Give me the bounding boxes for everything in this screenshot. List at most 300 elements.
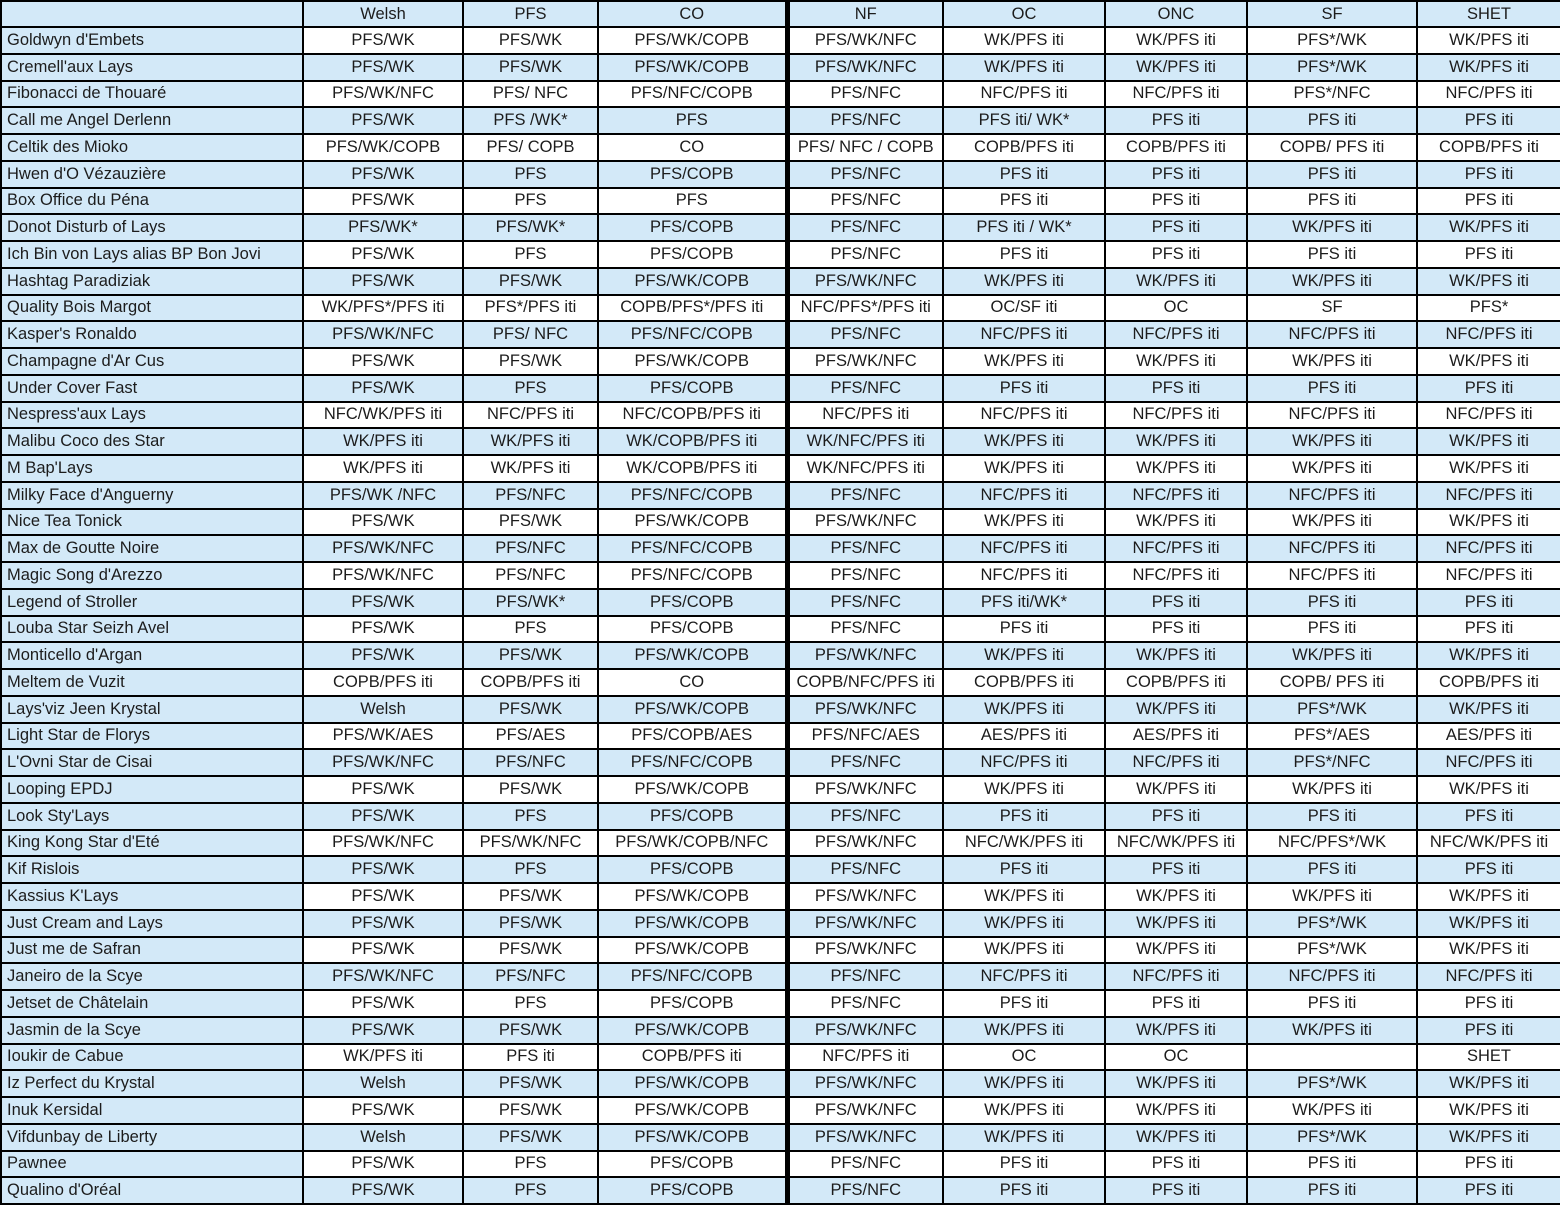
row-name-cell: Malibu Coco des Star bbox=[1, 428, 303, 455]
data-cell: PFS/COPB bbox=[598, 1177, 787, 1204]
table-row bbox=[1, 669, 1560, 696]
data-cell: PFS/NFC bbox=[787, 161, 943, 188]
data-cell: PFS iti bbox=[1105, 375, 1247, 402]
row-name-cell: Look Sty'Lays bbox=[1, 803, 303, 830]
data-cell: PFS/COPB/AES bbox=[598, 723, 787, 750]
data-cell: PFS/WK bbox=[303, 241, 463, 268]
data-cell: WK/PFS iti bbox=[1417, 214, 1560, 241]
data-cell: WK/PFS iti bbox=[943, 642, 1105, 669]
data-cell: PFS/WK/NFC bbox=[787, 348, 943, 375]
data-cell: PFS/NFC bbox=[787, 482, 943, 509]
table-row bbox=[1, 1124, 1560, 1151]
data-cell: PFS*/PFS iti bbox=[463, 295, 598, 322]
data-cell: PFS iti bbox=[1105, 856, 1247, 883]
data-cell: PFS/WK/COPB bbox=[598, 696, 787, 723]
table-row bbox=[1, 214, 1560, 241]
data-cell: PFS/NFC bbox=[787, 81, 943, 108]
data-cell: PFS/COPB bbox=[598, 803, 787, 830]
data-cell: COPB/PFS iti bbox=[1417, 669, 1560, 696]
data-cell: NFC/PFS iti bbox=[943, 482, 1105, 509]
column-header-oc: OC bbox=[943, 1, 1105, 27]
data-cell: WK/PFS iti bbox=[943, 428, 1105, 455]
data-cell: PFS/WK bbox=[303, 375, 463, 402]
data-cell bbox=[1247, 1044, 1417, 1071]
row-name-cell: Hwen d'O Vézauzière bbox=[1, 161, 303, 188]
table-row bbox=[1, 803, 1560, 830]
data-cell: PFS iti bbox=[1247, 990, 1417, 1017]
data-cell: PFS bbox=[463, 803, 598, 830]
data-cell: PFS/WK/NFC bbox=[303, 830, 463, 857]
data-cell: PFS/NFC/AES bbox=[787, 723, 943, 750]
data-cell: PFS iti bbox=[1417, 1151, 1560, 1178]
table-row bbox=[1, 1177, 1560, 1204]
data-cell: PFS/WK bbox=[463, 509, 598, 536]
data-cell: PFS/WK/NFC bbox=[463, 830, 598, 857]
data-cell: PFS*/WK bbox=[1247, 54, 1417, 81]
data-cell: PFS/NFC bbox=[787, 856, 943, 883]
data-cell: OC/SF iti bbox=[943, 295, 1105, 322]
data-cell: AES/PFS iti bbox=[943, 723, 1105, 750]
data-cell: WK/PFS iti bbox=[1105, 54, 1247, 81]
data-cell: WK/PFS iti bbox=[1105, 455, 1247, 482]
data-cell: WK/PFS iti bbox=[1417, 428, 1560, 455]
data-cell: NFC/PFS iti bbox=[1105, 81, 1247, 108]
data-cell: PFS iti bbox=[1105, 214, 1247, 241]
data-cell: NFC/PFS iti bbox=[1247, 963, 1417, 990]
data-cell: WK/PFS*/PFS iti bbox=[303, 295, 463, 322]
data-cell: Welsh bbox=[303, 1124, 463, 1151]
table-row bbox=[1, 321, 1560, 348]
data-cell: PFS/WK/NFC bbox=[787, 1070, 943, 1097]
data-cell: PFS/WK/NFC bbox=[303, 81, 463, 108]
data-cell: PFS/WK/NFC bbox=[303, 535, 463, 562]
data-cell: WK/PFS iti bbox=[1105, 696, 1247, 723]
data-cell: PFS/WK bbox=[463, 348, 598, 375]
column-header-pfs: PFS bbox=[463, 1, 598, 27]
table-row bbox=[1, 589, 1560, 616]
data-cell: PFS bbox=[463, 1177, 598, 1204]
data-cell: WK/PFS iti bbox=[943, 937, 1105, 964]
data-cell: WK/PFS iti bbox=[1105, 428, 1247, 455]
data-cell: WK/PFS iti bbox=[1247, 642, 1417, 669]
data-cell: PFS/NFC bbox=[787, 589, 943, 616]
row-name-cell: Celtik des Mioko bbox=[1, 134, 303, 161]
data-cell: PFS/COPB bbox=[598, 241, 787, 268]
data-cell: PFS/WK bbox=[303, 910, 463, 937]
table-row bbox=[1, 616, 1560, 643]
data-cell: PFS iti bbox=[1105, 241, 1247, 268]
data-cell: PFS/WK/NFC bbox=[787, 268, 943, 295]
data-cell: Welsh bbox=[303, 1070, 463, 1097]
data-cell: PFS iti bbox=[1105, 616, 1247, 643]
data-cell: PFS/WK bbox=[303, 1151, 463, 1178]
table-row bbox=[1, 375, 1560, 402]
data-cell: PFS iti bbox=[1417, 107, 1560, 134]
data-cell: PFS/WK/COPB bbox=[598, 27, 787, 54]
table-row bbox=[1, 428, 1560, 455]
data-cell: PFS/WK bbox=[303, 589, 463, 616]
data-cell: AES/PFS iti bbox=[1417, 723, 1560, 750]
data-cell: PFS/NFC bbox=[787, 375, 943, 402]
data-cell: COPB/PFS iti bbox=[463, 669, 598, 696]
data-cell: PFS/WK bbox=[303, 54, 463, 81]
data-cell: NFC/PFS*/WK bbox=[1247, 830, 1417, 857]
data-cell: PFS/COPB bbox=[598, 990, 787, 1017]
data-cell: NFC/WK/PFS iti bbox=[303, 402, 463, 429]
row-name-cell: Kassius K'Lays bbox=[1, 883, 303, 910]
data-cell: PFS/WK bbox=[303, 803, 463, 830]
data-cell: PFS/COPB bbox=[598, 375, 787, 402]
data-cell: PFS iti bbox=[1105, 1177, 1247, 1204]
data-cell: PFS/WK/NFC bbox=[787, 696, 943, 723]
row-name-cell: Janeiro de la Scye bbox=[1, 963, 303, 990]
row-name-cell: Lays'viz Jeen Krystal bbox=[1, 696, 303, 723]
data-cell: PFS/WK/NFC bbox=[787, 1097, 943, 1124]
data-cell: PFS/WK* bbox=[463, 214, 598, 241]
data-cell: PFS bbox=[463, 616, 598, 643]
data-cell: WK/PFS iti bbox=[1417, 1097, 1560, 1124]
data-cell: NFC/WK/PFS iti bbox=[943, 830, 1105, 857]
table-row bbox=[1, 562, 1560, 589]
data-cell: WK/COPB/PFS iti bbox=[598, 455, 787, 482]
data-cell: PFS/AES bbox=[463, 723, 598, 750]
data-cell: PFS /WK* bbox=[463, 107, 598, 134]
table-row bbox=[1, 776, 1560, 803]
data-cell: PFS iti bbox=[1105, 803, 1247, 830]
row-name-cell: Ich Bin von Lays alias BP Bon Jovi bbox=[1, 241, 303, 268]
table-row bbox=[1, 482, 1560, 509]
table-row bbox=[1, 723, 1560, 750]
data-cell: PFS/WK bbox=[303, 188, 463, 215]
data-cell: PFS/WK bbox=[463, 54, 598, 81]
data-cell: PFS*/NFC bbox=[1247, 749, 1417, 776]
table-row bbox=[1, 642, 1560, 669]
data-cell: PFS iti bbox=[1247, 188, 1417, 215]
data-cell: WK/PFS iti bbox=[943, 696, 1105, 723]
row-name-cell: Jasmin de la Scye bbox=[1, 1017, 303, 1044]
row-name-cell: Quality Bois Margot bbox=[1, 295, 303, 322]
data-cell: PFS iti bbox=[1105, 188, 1247, 215]
data-cell: NFC/PFS iti bbox=[1105, 321, 1247, 348]
data-cell: PFS/WK* bbox=[303, 214, 463, 241]
table-row bbox=[1, 856, 1560, 883]
row-name-cell: Nice Tea Tonick bbox=[1, 509, 303, 536]
data-cell: COPB/PFS iti bbox=[303, 669, 463, 696]
data-cell: PFS iti bbox=[1417, 375, 1560, 402]
data-cell: PFS iti bbox=[1417, 161, 1560, 188]
data-cell: NFC/PFS iti bbox=[1105, 562, 1247, 589]
data-cell: COPB/PFS*/PFS iti bbox=[598, 295, 787, 322]
data-cell: PFS iti/ WK* bbox=[943, 107, 1105, 134]
table-row bbox=[1, 910, 1560, 937]
data-cell: WK/PFS iti bbox=[303, 455, 463, 482]
data-cell: PFS iti bbox=[943, 241, 1105, 268]
data-cell: SHET bbox=[1417, 1044, 1560, 1071]
data-cell: PFS iti bbox=[463, 1044, 598, 1071]
row-name-cell: Looping EPDJ bbox=[1, 776, 303, 803]
data-cell: COPB/PFS iti bbox=[1417, 134, 1560, 161]
row-name-cell: Kasper's Ronaldo bbox=[1, 321, 303, 348]
data-cell: WK/PFS iti bbox=[943, 883, 1105, 910]
row-name-cell: Ioukir de Cabue bbox=[1, 1044, 303, 1071]
data-cell: PFS/NFC bbox=[463, 963, 598, 990]
data-cell: WK/PFS iti bbox=[1247, 883, 1417, 910]
data-cell: PFS iti bbox=[1417, 589, 1560, 616]
row-name-cell: Milky Face d'Anguerny bbox=[1, 482, 303, 509]
table-row bbox=[1, 749, 1560, 776]
data-cell: NFC/PFS iti bbox=[463, 402, 598, 429]
table-row bbox=[1, 535, 1560, 562]
data-cell: NFC/PFS iti bbox=[1417, 482, 1560, 509]
data-cell: PFS/WK bbox=[303, 990, 463, 1017]
table-row bbox=[1, 455, 1560, 482]
data-cell: NFC/WK/PFS iti bbox=[1417, 830, 1560, 857]
data-cell: WK/PFS iti bbox=[943, 455, 1105, 482]
data-cell: WK/PFS iti bbox=[463, 428, 598, 455]
data-cell: PFS iti/WK* bbox=[943, 589, 1105, 616]
data-cell: WK/PFS iti bbox=[1105, 1017, 1247, 1044]
data-cell: PFS/WK/COPB bbox=[598, 1097, 787, 1124]
data-cell: WK/PFS iti bbox=[943, 776, 1105, 803]
data-cell: CO bbox=[598, 134, 787, 161]
data-cell: PFS bbox=[463, 161, 598, 188]
data-cell: WK/PFS iti bbox=[943, 1097, 1105, 1124]
data-cell: PFS/WK/COPB bbox=[598, 54, 787, 81]
data-cell: PFS iti bbox=[943, 990, 1105, 1017]
data-cell: PFS/NFC/COPB bbox=[598, 321, 787, 348]
row-name-cell: Fibonacci de Thouaré bbox=[1, 81, 303, 108]
data-cell: WK/PFS iti bbox=[943, 27, 1105, 54]
data-cell: PFS/WK/NFC bbox=[787, 1017, 943, 1044]
data-cell: WK/PFS iti bbox=[463, 455, 598, 482]
data-cell: COPB/NFC/PFS iti bbox=[787, 669, 943, 696]
data-cell: PFS/WK/COPB bbox=[598, 1070, 787, 1097]
data-cell: PFS/NFC bbox=[787, 749, 943, 776]
row-name-cell: M Bap'Lays bbox=[1, 455, 303, 482]
row-name-cell: Cremell'aux Lays bbox=[1, 54, 303, 81]
data-cell: PFS/NFC bbox=[787, 241, 943, 268]
data-cell: PFS/WK/COPB bbox=[303, 134, 463, 161]
row-name-cell: Monticello d'Argan bbox=[1, 642, 303, 669]
row-name-cell: Max de Goutte Noire bbox=[1, 535, 303, 562]
data-cell: COPB/PFS iti bbox=[943, 669, 1105, 696]
row-name-cell: Pawnee bbox=[1, 1151, 303, 1178]
table-row bbox=[1, 1070, 1560, 1097]
data-cell: COPB/ PFS iti bbox=[1247, 669, 1417, 696]
data-cell: PFS*/WK bbox=[1247, 910, 1417, 937]
data-cell: PFS iti bbox=[1247, 375, 1417, 402]
data-cell: WK/PFS iti bbox=[1417, 696, 1560, 723]
data-cell: WK/PFS iti bbox=[1417, 54, 1560, 81]
data-cell: PFS/WK bbox=[463, 1017, 598, 1044]
data-cell: PFS iti bbox=[1247, 1177, 1417, 1204]
data-cell: PFS iti bbox=[1247, 589, 1417, 616]
data-cell: NFC/PFS iti bbox=[787, 402, 943, 429]
data-cell: NFC/PFS iti bbox=[1247, 321, 1417, 348]
data-cell: PFS iti bbox=[943, 375, 1105, 402]
data-cell: PFS/NFC bbox=[787, 803, 943, 830]
data-cell: PFS bbox=[463, 241, 598, 268]
data-cell: PFS/NFC bbox=[787, 990, 943, 1017]
data-cell: SF bbox=[1247, 295, 1417, 322]
data-cell: NFC/PFS iti bbox=[1105, 482, 1247, 509]
table-row bbox=[1, 295, 1560, 322]
data-cell: WK/PFS iti bbox=[1105, 348, 1247, 375]
data-cell: PFS bbox=[463, 188, 598, 215]
data-cell: WK/PFS iti bbox=[1417, 509, 1560, 536]
data-cell: PFS iti bbox=[1417, 856, 1560, 883]
data-cell: PFS/WK /NFC bbox=[303, 482, 463, 509]
data-cell: PFS iti / WK* bbox=[943, 214, 1105, 241]
data-cell: PFS/NFC bbox=[787, 562, 943, 589]
data-cell: PFS iti bbox=[1247, 241, 1417, 268]
data-cell: PFS iti bbox=[943, 161, 1105, 188]
data-cell: PFS/WK/COPB bbox=[598, 509, 787, 536]
data-cell: PFS/WK bbox=[463, 1070, 598, 1097]
data-cell: PFS*/WK bbox=[1247, 27, 1417, 54]
data-cell: PFS iti bbox=[1417, 616, 1560, 643]
data-cell: PFS/WK bbox=[463, 642, 598, 669]
data-cell: WK/PFS iti bbox=[1417, 348, 1560, 375]
data-cell: PFS/WK bbox=[303, 509, 463, 536]
data-cell: WK/PFS iti bbox=[303, 428, 463, 455]
data-cell: WK/PFS iti bbox=[1247, 1097, 1417, 1124]
data-cell: PFS/WK/COPB bbox=[598, 883, 787, 910]
table-row bbox=[1, 1151, 1560, 1178]
data-cell: PFS/WK/NFC bbox=[787, 910, 943, 937]
data-cell: PFS/NFC bbox=[787, 1151, 943, 1178]
data-cell: NFC/PFS iti bbox=[943, 963, 1105, 990]
data-cell: PFS/NFC bbox=[787, 321, 943, 348]
data-cell: PFS iti bbox=[943, 616, 1105, 643]
row-name-cell: Vifdunbay de Liberty bbox=[1, 1124, 303, 1151]
data-cell: PFS iti bbox=[1105, 161, 1247, 188]
row-name-cell: Qualino d'Oréal bbox=[1, 1177, 303, 1204]
data-cell: PFS/NFC bbox=[787, 188, 943, 215]
data-cell: PFS iti bbox=[1417, 1017, 1560, 1044]
data-cell: WK/PFS iti bbox=[1105, 642, 1247, 669]
table-row bbox=[1, 402, 1560, 429]
data-cell: PFS/COPB bbox=[598, 214, 787, 241]
data-cell: PFS/WK bbox=[303, 107, 463, 134]
data-cell: PFS/WK bbox=[463, 883, 598, 910]
data-cell: COPB/PFS iti bbox=[943, 134, 1105, 161]
data-cell: WK/PFS iti bbox=[1105, 937, 1247, 964]
data-cell: PFS/WK bbox=[303, 268, 463, 295]
data-cell: PFS/WK/COPB bbox=[598, 268, 787, 295]
data-cell: PFS/WK bbox=[463, 937, 598, 964]
data-cell: NFC/PFS iti bbox=[943, 749, 1105, 776]
row-name-cell: Champagne d'Ar Cus bbox=[1, 348, 303, 375]
data-cell: COPB/PFS iti bbox=[1105, 134, 1247, 161]
data-cell: PFS/WK/NFC bbox=[787, 27, 943, 54]
header-row bbox=[1, 1, 1560, 27]
data-cell: PFS/WK bbox=[303, 161, 463, 188]
data-cell: PFS/WK* bbox=[463, 589, 598, 616]
data-cell: PFS iti bbox=[1417, 990, 1560, 1017]
column-header-shet: SHET bbox=[1417, 1, 1560, 27]
row-name-cell: Donot Disturb of Lays bbox=[1, 214, 303, 241]
data-cell: PFS/WK bbox=[303, 937, 463, 964]
data-cell: PFS iti bbox=[1247, 803, 1417, 830]
data-cell: NFC/PFS iti bbox=[1417, 81, 1560, 108]
data-cell: NFC/PFS iti bbox=[943, 562, 1105, 589]
data-cell: PFS*/WK bbox=[1247, 1124, 1417, 1151]
table-row bbox=[1, 963, 1560, 990]
data-cell: PFS/NFC bbox=[787, 107, 943, 134]
data-cell: PFS iti bbox=[1105, 589, 1247, 616]
data-cell: PFS/WK/COPB bbox=[598, 1017, 787, 1044]
row-name-cell: Magic Song d'Arezzo bbox=[1, 562, 303, 589]
data-cell: WK/PFS iti bbox=[943, 348, 1105, 375]
data-cell: NFC/PFS iti bbox=[943, 81, 1105, 108]
table-row bbox=[1, 1097, 1560, 1124]
data-cell: WK/PFS iti bbox=[1105, 776, 1247, 803]
table-row bbox=[1, 54, 1560, 81]
data-cell: WK/PFS iti bbox=[943, 509, 1105, 536]
data-cell: COPB/ PFS iti bbox=[1247, 134, 1417, 161]
data-cell: PFS/COPB bbox=[598, 616, 787, 643]
data-cell: PFS/WK/COPB bbox=[598, 937, 787, 964]
data-cell: NFC/PFS iti bbox=[787, 1044, 943, 1071]
data-cell: AES/PFS iti bbox=[1105, 723, 1247, 750]
data-cell: PFS iti bbox=[1247, 1151, 1417, 1178]
data-cell: NFC/PFS iti bbox=[1247, 535, 1417, 562]
data-cell: PFS/NFC bbox=[463, 482, 598, 509]
data-cell: WK/PFS iti bbox=[1105, 27, 1247, 54]
data-cell: WK/PFS iti bbox=[1105, 1070, 1247, 1097]
data-cell: WK/PFS iti bbox=[943, 54, 1105, 81]
data-cell: PFS/NFC bbox=[463, 562, 598, 589]
column-header-onc: ONC bbox=[1105, 1, 1247, 27]
data-cell: PFS/COPB bbox=[598, 856, 787, 883]
data-cell: PFS/NFC/COPB bbox=[598, 535, 787, 562]
data-cell: WK/PFS iti bbox=[1105, 509, 1247, 536]
data-cell: PFS/WK/NFC bbox=[303, 562, 463, 589]
data-cell: PFS iti bbox=[1417, 241, 1560, 268]
data-cell: PFS bbox=[463, 990, 598, 1017]
data-cell: NFC/PFS iti bbox=[1247, 562, 1417, 589]
data-cell: PFS/WK bbox=[463, 910, 598, 937]
data-cell: PFS/WK bbox=[463, 268, 598, 295]
data-cell: PFS/WK/COPB bbox=[598, 776, 787, 803]
row-name-cell: Call me Angel Derlenn bbox=[1, 107, 303, 134]
data-cell: WK/PFS iti bbox=[303, 1044, 463, 1071]
data-cell: Welsh bbox=[303, 696, 463, 723]
data-cell: WK/PFS iti bbox=[1417, 27, 1560, 54]
data-cell: PFS/WK/NFC bbox=[787, 642, 943, 669]
row-name-cell: Goldwyn d'Embets bbox=[1, 27, 303, 54]
data-cell: PFS/WK/COPB/NFC bbox=[598, 830, 787, 857]
data-cell: PFS iti bbox=[943, 188, 1105, 215]
data-cell: PFS iti bbox=[1247, 107, 1417, 134]
data-cell: PFS/WK bbox=[303, 856, 463, 883]
column-header-co: CO bbox=[598, 1, 787, 27]
data-cell: PFS/WK/NFC bbox=[787, 937, 943, 964]
column-header-welsh: Welsh bbox=[303, 1, 463, 27]
data-cell: WK/PFS iti bbox=[1417, 910, 1560, 937]
data-cell: PFS/WK/NFC bbox=[787, 776, 943, 803]
data-cell: PFS/WK/AES bbox=[303, 723, 463, 750]
data-cell: PFS/WK bbox=[303, 1097, 463, 1124]
data-cell: PFS/COPB bbox=[598, 1151, 787, 1178]
data-cell: PFS/WK/NFC bbox=[303, 321, 463, 348]
data-cell: PFS/NFC/COPB bbox=[598, 482, 787, 509]
row-name-cell: L'Ovni Star de Cisai bbox=[1, 749, 303, 776]
table-row bbox=[1, 107, 1560, 134]
data-cell: WK/PFS iti bbox=[1105, 910, 1247, 937]
data-cell: WK/PFS iti bbox=[1247, 509, 1417, 536]
